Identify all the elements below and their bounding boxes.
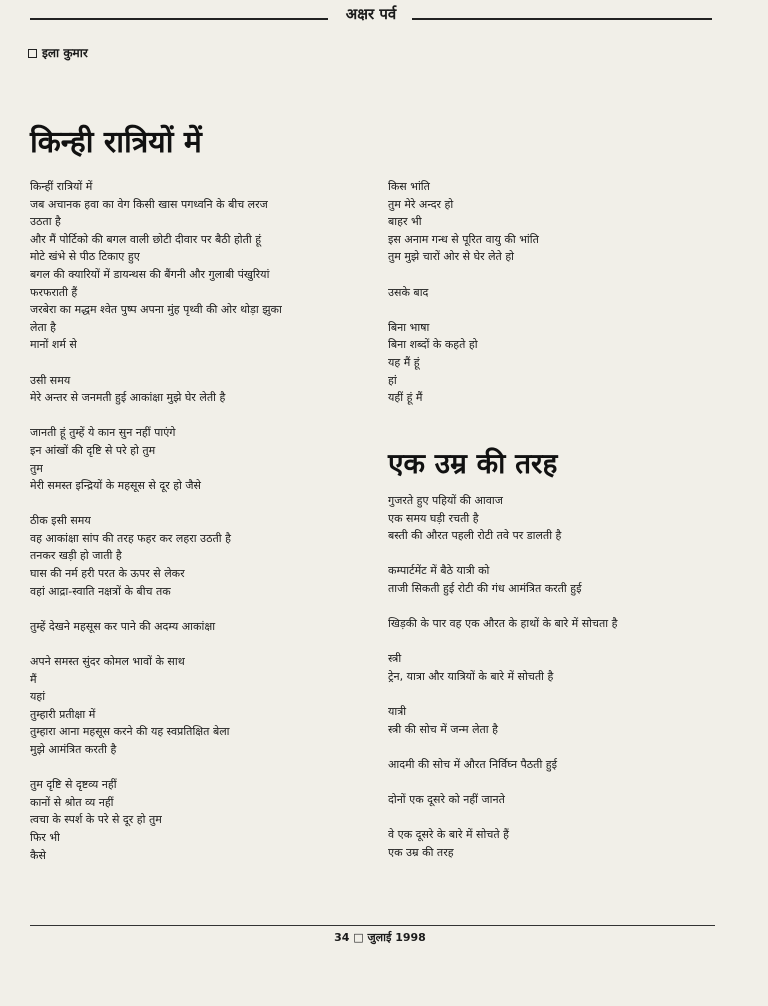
- poem-2-title: एक उम्र की तरह: [388, 447, 558, 480]
- poem-line: घास की नर्म हरी परत के ऊपर से लेकर: [30, 567, 185, 581]
- poem-line: बाहर भी: [388, 215, 422, 229]
- poem-line: [30, 354, 360, 372]
- poem-line: उसके बाद: [388, 285, 429, 299]
- poem-line: तुम मेरे अन्दर हो: [388, 197, 454, 211]
- poem-line: फरफराती हैं: [30, 285, 78, 299]
- poem-line: [388, 774, 718, 792]
- poem-line: [388, 301, 718, 319]
- poem-line: यात्री: [388, 705, 407, 719]
- poem-line: [388, 598, 718, 616]
- poem-line: ठीक इसी समय: [30, 514, 91, 528]
- poem-line: गुजरते हुए पहियों की आवाज: [388, 494, 503, 507]
- poem-line: और मैं पोर्टिको की बगल वाली छोटी दीवार पर बैठी होती हूं: [30, 232, 262, 246]
- poem-line: अपने समस्त सुंदर कोमल भावों के साथ: [30, 655, 185, 669]
- poem-line: वह आकांक्षा सांप की तरह फहर कर लहरा उठती है: [30, 531, 231, 545]
- poem-line: स्त्री की सोच में जन्म लेता है: [388, 722, 498, 736]
- poem-line: [30, 635, 360, 653]
- poem-1-column-left: [30, 178, 360, 864]
- poem-line: [30, 600, 360, 618]
- poem-line: कैसे: [30, 848, 46, 862]
- author-byline: [28, 44, 88, 61]
- square-bullet-icon: [28, 49, 37, 58]
- poem-line: दोनों एक दूसरे को नहीं जानते: [388, 793, 505, 807]
- poem-line: तुम्हारी प्रतीक्षा में: [30, 707, 96, 721]
- poem-line: जब अचानक हवा का वेग किसी खास पगध्वनि के बीच लरज: [30, 197, 268, 211]
- poem-line: कम्पार्टमेंट में बैठे यात्री को: [388, 564, 490, 578]
- poem-line: यहीं हूं मैं: [388, 391, 423, 405]
- poem-line: बिना शब्दों के कहते हो: [388, 338, 478, 352]
- author-name: इला कुमार: [42, 46, 88, 60]
- poem-line: तुम्हें देखने महसूस कर पाने की अदम्य आकांक्षा: [30, 619, 216, 633]
- poem-line: तुम्हारा आना महसूस करने की यह स्वप्रतिक्षित बेला: [30, 725, 230, 739]
- poem-line: इन आंखों की दृष्टि से परे हो तुम: [30, 443, 156, 457]
- poem-line: [30, 407, 360, 425]
- poem-line: मुझे आमंत्रित करती है: [30, 743, 117, 756]
- poem-line: फिर भी: [30, 830, 60, 844]
- poem-line: बिना भाषा: [388, 320, 430, 334]
- poem-line: उठता है: [30, 215, 61, 229]
- poem-line: कानों से श्रोत व्य नहीं: [30, 795, 114, 809]
- footer-rule: [30, 925, 715, 926]
- poem-line: यह मैं हूं: [388, 355, 420, 369]
- poem-line: बगल की क्यारियों में डायन्थस की बैंगनी और गुलाबी पंखुरियां: [30, 267, 270, 281]
- page-footer: 34 □ जुलाई 1998: [334, 931, 426, 944]
- poem-line: [388, 545, 718, 563]
- poem-line: आदमी की सोच में औरत निर्विघ्न पैठती हुई: [388, 757, 558, 771]
- poem-line: इस अनाम गन्ध से पूरित वायु की भांति: [388, 232, 539, 246]
- poem-line: [388, 633, 718, 651]
- poem-line: स्त्री: [388, 652, 402, 666]
- poem-line: वहां आद्रा-स्वाति नक्षत्रों के बीच तक: [30, 584, 171, 598]
- poem-line: त्वचा के स्पर्श के परे से दूर हो तुम: [30, 813, 162, 827]
- poem-line: [388, 266, 718, 284]
- poem-line: बस्ती की औरत पहली रोटी तवे पर डालती है: [388, 529, 562, 543]
- poem-line: एक समय घड़ी रचती है: [388, 511, 479, 525]
- poem-line: [388, 738, 718, 756]
- poem-2-column: [388, 492, 718, 861]
- header-rule-left: [30, 18, 328, 20]
- poem-line: यहां: [30, 690, 46, 704]
- poem-line: [388, 809, 718, 827]
- poem-line: एक उम्र की तरह: [388, 845, 454, 859]
- poem-line: [388, 686, 718, 704]
- poem-1-title: किन्ही रात्रियों में: [30, 125, 202, 160]
- poem-line: जरबेरा का मद्धम श्वेत पुष्प अपना मुंह पृथ्वी की ओर थोड़ा झुका: [30, 303, 282, 317]
- poem-line: तनकर खड़ी हो जाती है: [30, 549, 122, 563]
- header-rule-right: [412, 18, 712, 20]
- poem-line: तुम: [30, 461, 43, 475]
- poem-1-column-right: [388, 178, 718, 407]
- poem-line: वे एक दूसरे के बारे में सोचते हैं: [388, 828, 509, 842]
- poem-line: लेता है: [30, 320, 56, 334]
- poem-line: किस भांति: [388, 180, 430, 193]
- poem-line: ट्रेन, यात्रा और यात्रियों के बारे में सोचती है: [388, 669, 554, 683]
- poem-line: मैं: [30, 672, 37, 686]
- poem-line: ताजी सिकती हुई रोटी की गंध आमंत्रित करती हुई: [388, 581, 582, 595]
- poem-line: किन्हीं रात्रियों में: [30, 180, 93, 193]
- poem-line: तुम दृष्टि से दृष्टव्य नहीं: [30, 778, 117, 792]
- poem-line: मेरी समस्त इन्द्रियों के महसूस से दूर हो जैसे: [30, 479, 201, 493]
- poem-line: उसी समय: [30, 373, 71, 387]
- poem-line: मानों शर्म से: [30, 338, 77, 352]
- poem-line: मोटे खंभे से पीठ टिकाए हुए: [30, 250, 140, 264]
- poem-line: [30, 495, 360, 513]
- poem-line: खिड़की के पार वह एक औरत के हाथों के बारे में सोचता है: [388, 617, 618, 631]
- poem-line: जानती हूं तुम्हें ये कान सुन नहीं पाएंगे: [30, 426, 176, 440]
- poem-line: हां: [388, 373, 397, 387]
- poem-line: [30, 759, 360, 777]
- poem-line: तुम मुझे चारों ओर से घेर लेते हो: [388, 250, 515, 264]
- section-title: अक्षर पर्व: [332, 4, 410, 24]
- poem-line: मेरे अन्तर से जनमती हुई आकांक्षा मुझे घेर लेती है: [30, 391, 226, 405]
